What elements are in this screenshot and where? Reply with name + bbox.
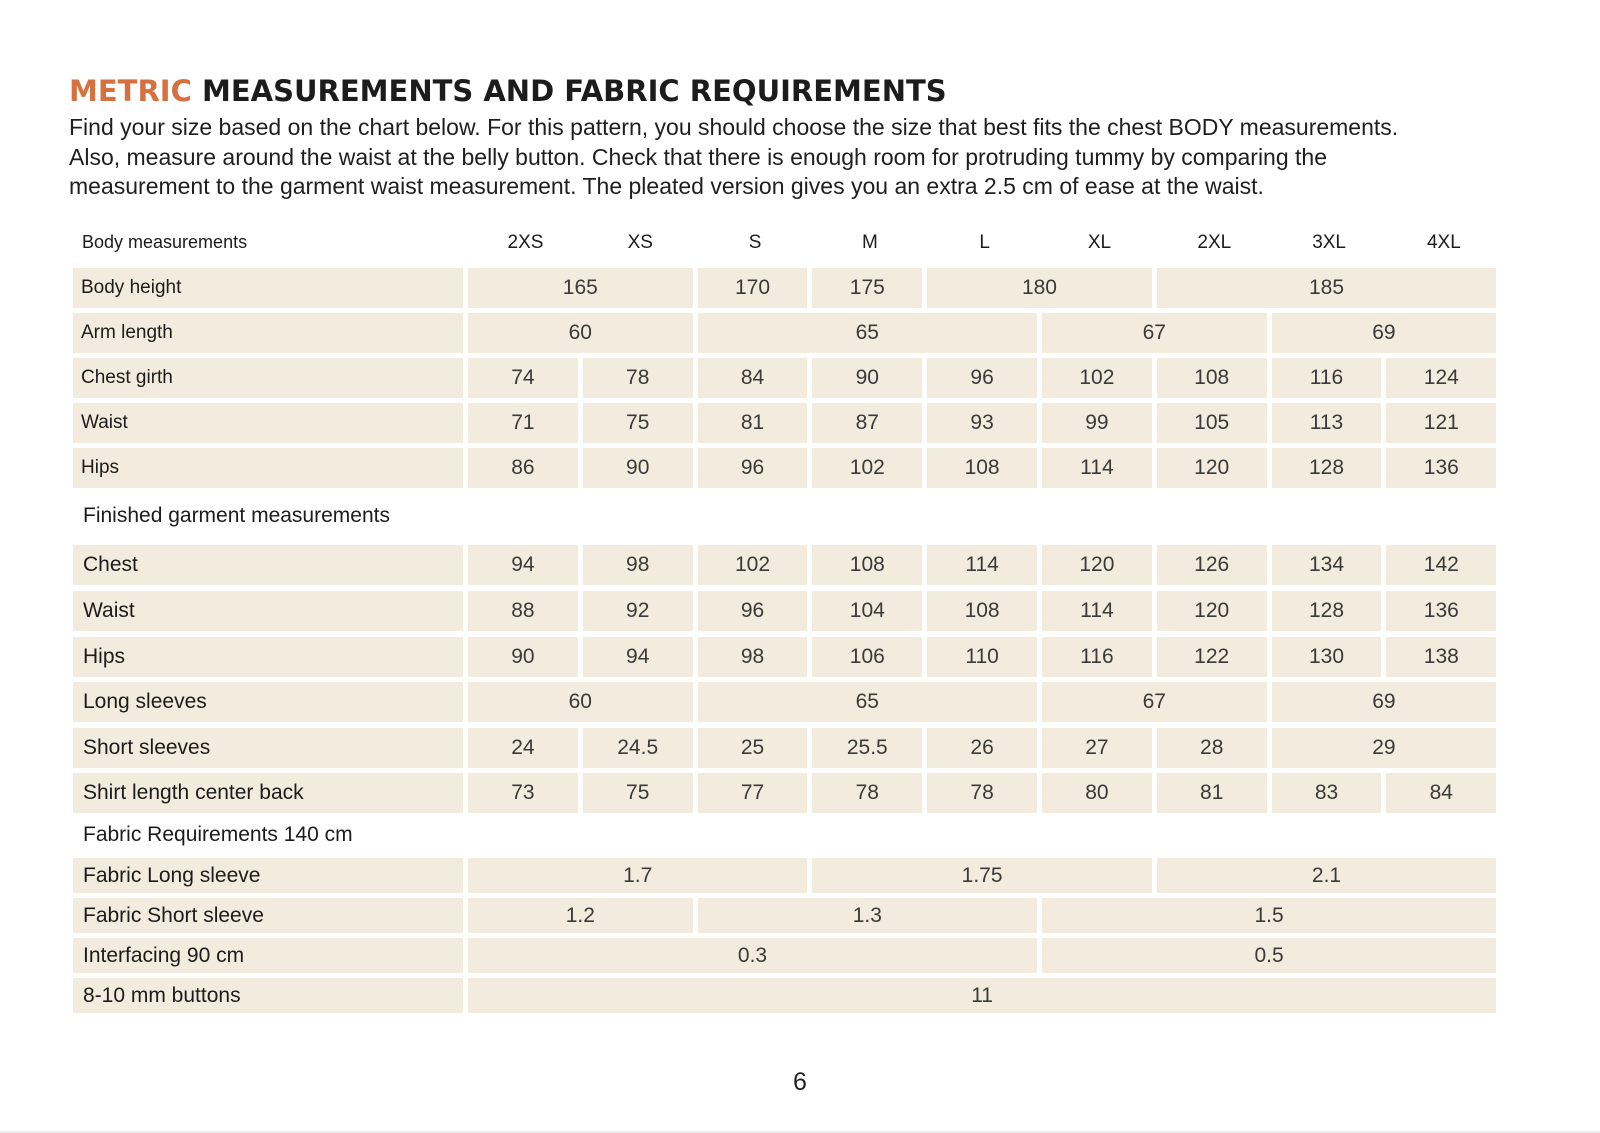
table-cell: 180 (927, 268, 1152, 308)
table-cell: 1.7 (468, 858, 807, 893)
size-column-header: S (748, 232, 762, 253)
row-label: Fabric Short sleeve (73, 898, 463, 933)
table-cell: 165 (468, 268, 693, 308)
table-cell: 90 (583, 448, 693, 488)
table-cell: 24.5 (583, 728, 693, 768)
table-cell: 25 (698, 728, 808, 768)
fabric-section-heading: Fabric Requirements 140 cm (83, 823, 353, 846)
page-number: 6 (793, 1068, 807, 1096)
table-cell: 116 (1272, 358, 1382, 398)
table-cell: 1.3 (698, 898, 1037, 933)
table-cell: 120 (1042, 545, 1152, 585)
table-cell: 104 (812, 591, 922, 631)
table-cell: 78 (583, 358, 693, 398)
table-cell: 81 (698, 403, 808, 443)
table-cell: 0.3 (468, 938, 1037, 973)
table-cell: 121 (1386, 403, 1496, 443)
table-cell: 86 (468, 448, 578, 488)
table-cell: 67 (1042, 313, 1267, 353)
intro-text (69, 113, 1569, 202)
table-cell: 170 (698, 268, 808, 308)
row-label: Hips (73, 448, 463, 488)
row-label: Chest (73, 545, 463, 585)
intro-line: Find your size based on the chart below. For this pattern, you should choose the size that best fits the chest BODY measurements. (69, 114, 1399, 140)
table-cell: 1.5 (1042, 898, 1496, 933)
table-cell: 69 (1272, 313, 1497, 353)
table-row (73, 858, 1501, 893)
table-row (73, 313, 1501, 353)
table-cell: 2.1 (1157, 858, 1496, 893)
table-cell: 81 (1157, 773, 1267, 813)
table-cell: 175 (812, 268, 922, 308)
table-cell: 1.75 (812, 858, 1151, 893)
size-column-header: XL (1087, 232, 1112, 253)
row-label: Long sleeves (73, 682, 463, 722)
table-row (73, 545, 1501, 585)
table-cell: 65 (698, 682, 1037, 722)
table-cell: 90 (468, 637, 578, 677)
table-cell: 102 (1042, 358, 1152, 398)
table-cell: 120 (1157, 591, 1267, 631)
size-column-header: 3XL (1312, 232, 1346, 253)
table-cell: 93 (927, 403, 1037, 443)
table-cell: 60 (468, 313, 693, 353)
garment-section-heading: Finished garment measurements (83, 504, 390, 527)
table-cell: 90 (812, 358, 922, 398)
table-cell: 96 (698, 448, 808, 488)
size-column-header: 2XS (507, 232, 544, 253)
table-cell: 92 (583, 591, 693, 631)
table-cell: 113 (1272, 403, 1382, 443)
table-cell: 73 (468, 773, 578, 813)
table-cell: 0.5 (1042, 938, 1496, 973)
table-row (73, 448, 1501, 488)
table-cell: 80 (1042, 773, 1152, 813)
table-row (73, 268, 1501, 308)
table-cell: 96 (927, 358, 1037, 398)
table-cell: 65 (698, 313, 1037, 353)
table-cell: 185 (1157, 268, 1496, 308)
size-column-header: M (861, 232, 878, 253)
table-cell: 102 (698, 545, 808, 585)
table-cell: 74 (468, 358, 578, 398)
table-cell: 134 (1272, 545, 1382, 585)
table-cell: 78 (812, 773, 922, 813)
page-title (69, 74, 947, 108)
table-cell: 78 (927, 773, 1037, 813)
table-row (73, 403, 1501, 443)
table-cell: 77 (698, 773, 808, 813)
intro-line: Also, measure around the waist at the belly button. Check that there is enough room for protruding tummy by comparing the (69, 143, 1328, 170)
table-cell: 108 (927, 591, 1037, 631)
table-row (73, 358, 1501, 398)
table-cell: 124 (1386, 358, 1496, 398)
table-cell: 105 (1157, 403, 1267, 443)
table-cell: 29 (1272, 728, 1497, 768)
table-row (73, 978, 1501, 1013)
table-cell: 99 (1042, 403, 1152, 443)
table-row (73, 728, 1501, 768)
row-label: 8-10 mm buttons (73, 978, 463, 1013)
table-cell: 88 (468, 591, 578, 631)
table-cell: 110 (927, 637, 1037, 677)
row-label: Fabric Long sleeve (73, 858, 463, 893)
table-cell: 108 (927, 448, 1037, 488)
size-column-header: L (979, 232, 990, 253)
table-row (73, 938, 1501, 973)
table-cell: 114 (927, 545, 1037, 585)
row-label: Short sleeves (73, 728, 463, 768)
table-cell: 102 (812, 448, 922, 488)
title-rest: MEASUREMENTS AND FABRIC REQUIREMENTS (201, 74, 947, 108)
table-row (73, 682, 1501, 722)
table-cell: 136 (1386, 448, 1496, 488)
table-cell: 120 (1157, 448, 1267, 488)
row-label: Interfacing 90 cm (73, 938, 463, 973)
row-label: Arm length (73, 313, 463, 353)
table-cell: 75 (583, 773, 693, 813)
table-cell: 98 (583, 545, 693, 585)
row-label: Waist (73, 403, 463, 443)
row-label: Shirt length center back (73, 773, 463, 813)
table-cell: 114 (1042, 591, 1152, 631)
table-cell: 142 (1386, 545, 1496, 585)
table-row (73, 773, 1501, 813)
table-cell: 128 (1272, 448, 1382, 488)
row-label: Hips (73, 637, 463, 677)
table-cell: 25.5 (812, 728, 922, 768)
table-cell: 75 (583, 403, 693, 443)
table-cell: 1.2 (468, 898, 693, 933)
size-column-header: 2XL (1197, 232, 1232, 253)
table-cell: 98 (698, 637, 808, 677)
table-cell: 94 (583, 637, 693, 677)
table-cell: 136 (1386, 591, 1496, 631)
table-row (73, 637, 1501, 677)
table-cell: 138 (1386, 637, 1496, 677)
table-cell: 84 (698, 358, 808, 398)
table-cell: 96 (698, 591, 808, 631)
table-cell: 26 (927, 728, 1037, 768)
table-cell: 108 (1157, 358, 1267, 398)
table-cell: 69 (1272, 682, 1497, 722)
table-row (73, 591, 1501, 631)
table-cell: 116 (1042, 637, 1152, 677)
table-cell: 87 (812, 403, 922, 443)
table-cell: 11 (468, 978, 1496, 1013)
table-cell: 24 (468, 728, 578, 768)
title-accent: METRIC (69, 74, 192, 108)
size-column-header: 4XL (1426, 232, 1461, 253)
row-label: Waist (73, 591, 463, 631)
table-cell: 60 (468, 682, 693, 722)
table-cell: 27 (1042, 728, 1152, 768)
row-label: Chest girth (73, 358, 463, 398)
table-cell: 71 (468, 403, 578, 443)
table-row (73, 898, 1501, 933)
table-cell: 126 (1157, 545, 1267, 585)
table-cell: 28 (1157, 728, 1267, 768)
table-cell: 122 (1157, 637, 1267, 677)
table-cell: 130 (1272, 637, 1382, 677)
table-cell: 94 (468, 545, 578, 585)
row-label: Body height (73, 268, 463, 308)
table-cell: 84 (1386, 773, 1496, 813)
table-cell: 114 (1042, 448, 1152, 488)
table-cell: 128 (1272, 591, 1382, 631)
table-cell: 67 (1042, 682, 1267, 722)
table-cell: 106 (812, 637, 922, 677)
intro-line: measurement to the garment waist measurement. The pleated version gives you an extra 2.5 cm of ease at the waist. (69, 173, 1264, 199)
table-cell: 108 (812, 545, 922, 585)
size-column-header: XS (627, 232, 653, 253)
body-measurements-header: Body measurements (82, 232, 248, 252)
table-cell: 83 (1272, 773, 1382, 813)
